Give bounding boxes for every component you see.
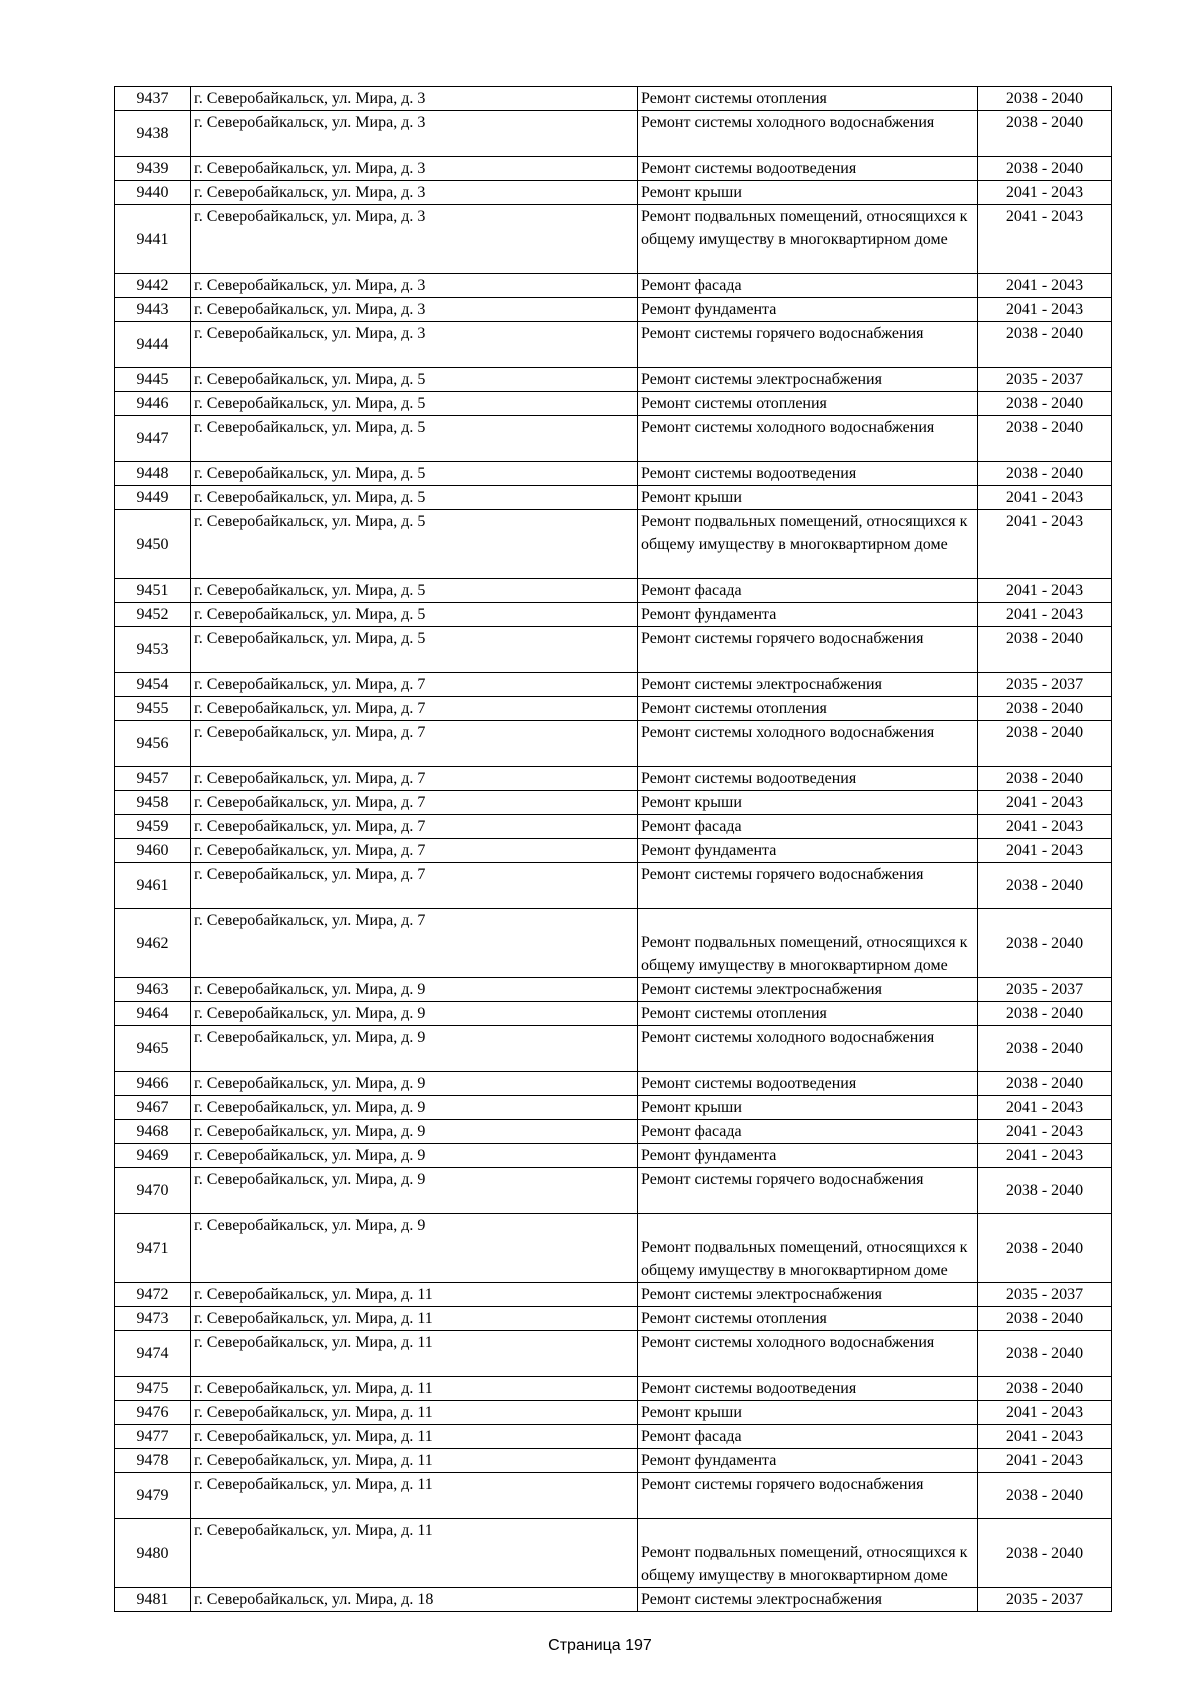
table-row [115, 1168, 1112, 1214]
address-cell: г. Северобайкальск, ул. Мира, д. 3 [191, 181, 638, 205]
address-cell: г. Северобайкальск, ул. Мира, д. 11 [191, 1283, 638, 1307]
table-row [115, 1519, 1112, 1588]
table-row [115, 1026, 1112, 1072]
period-cell: 2041 - 2043 [978, 1401, 1112, 1425]
row-number: 9441 [115, 205, 191, 274]
row-number: 9478 [115, 1449, 191, 1473]
period-cell: 2038 - 2040 [978, 416, 1112, 462]
period-cell: 2041 - 2043 [978, 1449, 1112, 1473]
work-type-cell: Ремонт фасада [638, 1120, 978, 1144]
work-type-cell: Ремонт системы электроснабжения [638, 978, 978, 1002]
table-row [115, 839, 1112, 863]
address-cell: г. Северобайкальск, ул. Мира, д. 5 [191, 392, 638, 416]
address-cell: г. Северобайкальск, ул. Мира, д. 9 [191, 1144, 638, 1168]
work-type-cell: Ремонт системы отопления [638, 392, 978, 416]
address-cell: г. Северобайкальск, ул. Мира, д. 11 [191, 1473, 638, 1519]
row-number: 9468 [115, 1120, 191, 1144]
period-cell: 2041 - 2043 [978, 1425, 1112, 1449]
table-row [115, 322, 1112, 368]
address-cell: г. Северобайкальск, ул. Мира, д. 5 [191, 510, 638, 579]
address-cell: г. Северобайкальск, ул. Мира, д. 7 [191, 673, 638, 697]
table-row [115, 462, 1112, 486]
table-row [115, 1331, 1112, 1377]
address-cell: г. Северобайкальск, ул. Мира, д. 7 [191, 791, 638, 815]
period-cell: 2038 - 2040 [978, 697, 1112, 721]
row-number: 9438 [115, 111, 191, 157]
period-cell: 2038 - 2040 [978, 392, 1112, 416]
address-cell: г. Северобайкальск, ул. Мира, д. 5 [191, 368, 638, 392]
row-number: 9471 [115, 1214, 191, 1283]
period-cell: 2041 - 2043 [978, 791, 1112, 815]
row-number: 9455 [115, 697, 191, 721]
row-number: 9481 [115, 1588, 191, 1612]
period-cell: 2038 - 2040 [978, 1072, 1112, 1096]
work-type-cell: Ремонт системы электроснабжения [638, 673, 978, 697]
address-cell: г. Северобайкальск, ул. Мира, д. 9 [191, 1096, 638, 1120]
work-type-cell: Ремонт фундамента [638, 298, 978, 322]
table-row [115, 1449, 1112, 1473]
table-row [115, 298, 1112, 322]
period-cell: 2038 - 2040 [978, 1307, 1112, 1331]
table-row [115, 392, 1112, 416]
address-cell: г. Северобайкальск, ул. Мира, д. 7 [191, 909, 638, 978]
work-type-cell: Ремонт фасада [638, 815, 978, 839]
work-type-cell: Ремонт системы водоотведения [638, 157, 978, 181]
period-cell: 2038 - 2040 [978, 322, 1112, 368]
row-number: 9437 [115, 87, 191, 111]
work-type-cell: Ремонт подвальных помещений, относящихся к общему имуществу в многоквартирном доме [638, 510, 978, 579]
row-number: 9450 [115, 510, 191, 579]
row-number: 9469 [115, 1144, 191, 1168]
table-row [115, 1425, 1112, 1449]
table-row [115, 157, 1112, 181]
period-cell: 2038 - 2040 [978, 1519, 1112, 1588]
work-type-cell: Ремонт системы отопления [638, 1307, 978, 1331]
table-row [115, 673, 1112, 697]
address-cell: г. Северобайкальск, ул. Мира, д. 5 [191, 416, 638, 462]
table-row [115, 111, 1112, 157]
table-row [115, 416, 1112, 462]
table-row [115, 1377, 1112, 1401]
table-row [115, 1144, 1112, 1168]
period-cell: 2038 - 2040 [978, 767, 1112, 791]
table-row [115, 909, 1112, 978]
address-cell: г. Северобайкальск, ул. Мира, д. 9 [191, 1120, 638, 1144]
row-number: 9473 [115, 1307, 191, 1331]
work-type-cell: Ремонт системы горячего водоснабжения [638, 627, 978, 673]
table-row [115, 721, 1112, 767]
period-cell: 2041 - 2043 [978, 1120, 1112, 1144]
period-cell: 2041 - 2043 [978, 181, 1112, 205]
work-type-cell: Ремонт фундамента [638, 1144, 978, 1168]
period-cell: 2038 - 2040 [978, 157, 1112, 181]
work-type-cell: Ремонт подвальных помещений, относящихся к общему имуществу в многоквартирном доме [638, 1214, 978, 1283]
table-row [115, 1283, 1112, 1307]
table-row [115, 815, 1112, 839]
table-row [115, 603, 1112, 627]
row-number: 9457 [115, 767, 191, 791]
period-cell: 2038 - 2040 [978, 87, 1112, 111]
table-row [115, 181, 1112, 205]
address-cell: г. Северобайкальск, ул. Мира, д. 3 [191, 205, 638, 274]
work-type-cell: Ремонт фундамента [638, 839, 978, 863]
work-type-cell: Ремонт системы электроснабжения [638, 1283, 978, 1307]
address-cell: г. Северобайкальск, ул. Мира, д. 11 [191, 1331, 638, 1377]
address-cell: г. Северобайкальск, ул. Мира, д. 3 [191, 298, 638, 322]
table-row [115, 697, 1112, 721]
row-number: 9443 [115, 298, 191, 322]
work-type-cell: Ремонт фасада [638, 274, 978, 298]
period-cell: 2035 - 2037 [978, 1588, 1112, 1612]
table-row [115, 87, 1112, 111]
row-number: 9459 [115, 815, 191, 839]
repair-schedule-table [114, 86, 1112, 1612]
work-type-cell: Ремонт системы электроснабжения [638, 1588, 978, 1612]
table-row [115, 205, 1112, 274]
period-cell: 2038 - 2040 [978, 1214, 1112, 1283]
address-cell: г. Северобайкальск, ул. Мира, д. 3 [191, 157, 638, 181]
work-type-cell: Ремонт системы горячего водоснабжения [638, 1168, 978, 1214]
address-cell: г. Северобайкальск, ул. Мира, д. 7 [191, 697, 638, 721]
work-type-cell: Ремонт крыши [638, 486, 978, 510]
row-number: 9453 [115, 627, 191, 673]
table-row [115, 1096, 1112, 1120]
page-number: Страница 197 [548, 1637, 652, 1654]
row-number: 9462 [115, 909, 191, 978]
address-cell: г. Северобайкальск, ул. Мира, д. 7 [191, 839, 638, 863]
row-number: 9447 [115, 416, 191, 462]
period-cell: 2035 - 2037 [978, 1283, 1112, 1307]
row-number: 9464 [115, 1002, 191, 1026]
address-cell: г. Северобайкальск, ул. Мира, д. 11 [191, 1425, 638, 1449]
work-type-cell: Ремонт подвальных помещений, относящихся к общему имуществу в многоквартирном доме [638, 1519, 978, 1588]
table-row [115, 1072, 1112, 1096]
work-type-cell: Ремонт системы водоотведения [638, 1377, 978, 1401]
row-number: 9470 [115, 1168, 191, 1214]
row-number: 9452 [115, 603, 191, 627]
period-cell: 2041 - 2043 [978, 205, 1112, 274]
table-row [115, 274, 1112, 298]
period-cell: 2041 - 2043 [978, 274, 1112, 298]
period-cell: 2041 - 2043 [978, 603, 1112, 627]
address-cell: г. Северобайкальск, ул. Мира, д. 11 [191, 1401, 638, 1425]
row-number: 9445 [115, 368, 191, 392]
address-cell: г. Северобайкальск, ул. Мира, д. 9 [191, 1026, 638, 1072]
work-type-cell: Ремонт системы горячего водоснабжения [638, 863, 978, 909]
period-cell: 2041 - 2043 [978, 815, 1112, 839]
address-cell: г. Северобайкальск, ул. Мира, д. 11 [191, 1307, 638, 1331]
row-number: 9479 [115, 1473, 191, 1519]
period-cell: 2038 - 2040 [978, 462, 1112, 486]
row-number: 9472 [115, 1283, 191, 1307]
period-cell: 2038 - 2040 [978, 909, 1112, 978]
period-cell: 2038 - 2040 [978, 1473, 1112, 1519]
row-number: 9480 [115, 1519, 191, 1588]
row-number: 9466 [115, 1072, 191, 1096]
work-type-cell: Ремонт системы электроснабжения [638, 368, 978, 392]
row-number: 9449 [115, 486, 191, 510]
work-type-cell: Ремонт системы холодного водоснабжения [638, 416, 978, 462]
table-row [115, 1307, 1112, 1331]
work-type-cell: Ремонт системы водоотведения [638, 462, 978, 486]
row-number: 9475 [115, 1377, 191, 1401]
work-type-cell: Ремонт фасада [638, 1425, 978, 1449]
address-cell: г. Северобайкальск, ул. Мира, д. 11 [191, 1449, 638, 1473]
period-cell: 2038 - 2040 [978, 1026, 1112, 1072]
row-number: 9442 [115, 274, 191, 298]
period-cell: 2038 - 2040 [978, 863, 1112, 909]
row-number: 9439 [115, 157, 191, 181]
period-cell: 2041 - 2043 [978, 486, 1112, 510]
address-cell: г. Северобайкальск, ул. Мира, д. 7 [191, 767, 638, 791]
row-number: 9461 [115, 863, 191, 909]
period-cell: 2035 - 2037 [978, 368, 1112, 392]
address-cell: г. Северобайкальск, ул. Мира, д. 11 [191, 1519, 638, 1588]
work-type-cell: Ремонт крыши [638, 791, 978, 815]
work-type-cell: Ремонт системы отопления [638, 1002, 978, 1026]
address-cell: г. Северобайкальск, ул. Мира, д. 5 [191, 627, 638, 673]
period-cell: 2038 - 2040 [978, 1331, 1112, 1377]
row-number: 9456 [115, 721, 191, 767]
row-number: 9458 [115, 791, 191, 815]
period-cell: 2041 - 2043 [978, 510, 1112, 579]
period-cell: 2038 - 2040 [978, 1377, 1112, 1401]
work-type-cell: Ремонт системы водоотведения [638, 1072, 978, 1096]
table-row [115, 863, 1112, 909]
table-row [115, 791, 1112, 815]
work-type-cell: Ремонт фасада [638, 579, 978, 603]
row-number: 9454 [115, 673, 191, 697]
period-cell: 2041 - 2043 [978, 298, 1112, 322]
table-row [115, 767, 1112, 791]
work-type-cell: Ремонт системы горячего водоснабжения [638, 322, 978, 368]
address-cell: г. Северобайкальск, ул. Мира, д. 11 [191, 1377, 638, 1401]
period-cell: 2038 - 2040 [978, 721, 1112, 767]
period-cell: 2041 - 2043 [978, 1096, 1112, 1120]
row-number: 9465 [115, 1026, 191, 1072]
period-cell: 2038 - 2040 [978, 1168, 1112, 1214]
row-number: 9446 [115, 392, 191, 416]
address-cell: г. Северобайкальск, ул. Мира, д. 9 [191, 1168, 638, 1214]
address-cell: г. Северобайкальск, ул. Мира, д. 3 [191, 87, 638, 111]
address-cell: г. Северобайкальск, ул. Мира, д. 5 [191, 486, 638, 510]
period-cell: 2038 - 2040 [978, 1002, 1112, 1026]
row-number: 9440 [115, 181, 191, 205]
table-row [115, 1588, 1112, 1612]
address-cell: г. Северобайкальск, ул. Мира, д. 3 [191, 322, 638, 368]
period-cell: 2041 - 2043 [978, 579, 1112, 603]
table-row [115, 579, 1112, 603]
address-cell: г. Северобайкальск, ул. Мира, д. 9 [191, 1002, 638, 1026]
period-cell: 2041 - 2043 [978, 839, 1112, 863]
address-cell: г. Северобайкальск, ул. Мира, д. 5 [191, 579, 638, 603]
row-number: 9474 [115, 1331, 191, 1377]
address-cell: г. Северобайкальск, ул. Мира, д. 7 [191, 815, 638, 839]
address-cell: г. Северобайкальск, ул. Мира, д. 7 [191, 863, 638, 909]
row-number: 9448 [115, 462, 191, 486]
address-cell: г. Северобайкальск, ул. Мира, д. 3 [191, 274, 638, 298]
row-number: 9476 [115, 1401, 191, 1425]
table-row [115, 486, 1112, 510]
period-cell: 2038 - 2040 [978, 111, 1112, 157]
table-row [115, 978, 1112, 1002]
table-body [115, 87, 1112, 1612]
table-row [115, 510, 1112, 579]
address-cell: г. Северобайкальск, ул. Мира, д. 5 [191, 603, 638, 627]
row-number: 9477 [115, 1425, 191, 1449]
work-type-cell: Ремонт системы отопления [638, 697, 978, 721]
table-row [115, 1214, 1112, 1283]
period-cell: 2035 - 2037 [978, 978, 1112, 1002]
table-row [115, 1002, 1112, 1026]
period-cell: 2038 - 2040 [978, 627, 1112, 673]
row-number: 9467 [115, 1096, 191, 1120]
work-type-cell: Ремонт крыши [638, 1401, 978, 1425]
work-type-cell: Ремонт системы горячего водоснабжения [638, 1473, 978, 1519]
address-cell: г. Северобайкальск, ул. Мира, д. 3 [191, 111, 638, 157]
row-number: 9460 [115, 839, 191, 863]
table-row [115, 1120, 1112, 1144]
address-cell: г. Северобайкальск, ул. Мира, д. 5 [191, 462, 638, 486]
period-cell: 2035 - 2037 [978, 673, 1112, 697]
address-cell: г. Северобайкальск, ул. Мира, д. 9 [191, 1214, 638, 1283]
work-type-cell: Ремонт системы отопления [638, 87, 978, 111]
address-cell: г. Северобайкальск, ул. Мира, д. 9 [191, 978, 638, 1002]
work-type-cell: Ремонт системы холодного водоснабжения [638, 1331, 978, 1377]
table-row [115, 1473, 1112, 1519]
work-type-cell: Ремонт системы водоотведения [638, 767, 978, 791]
work-type-cell: Ремонт фундамента [638, 1449, 978, 1473]
work-type-cell: Ремонт крыши [638, 181, 978, 205]
row-number: 9463 [115, 978, 191, 1002]
address-cell: г. Северобайкальск, ул. Мира, д. 7 [191, 721, 638, 767]
work-type-cell: Ремонт фундамента [638, 603, 978, 627]
work-type-cell: Ремонт подвальных помещений, относящихся к общему имуществу в многоквартирном доме [638, 909, 978, 978]
row-number: 9444 [115, 322, 191, 368]
table-row [115, 368, 1112, 392]
work-type-cell: Ремонт системы холодного водоснабжения [638, 1026, 978, 1072]
table-row [115, 627, 1112, 673]
work-type-cell: Ремонт крыши [638, 1096, 978, 1120]
address-cell: г. Северобайкальск, ул. Мира, д. 9 [191, 1072, 638, 1096]
work-type-cell: Ремонт системы холодного водоснабжения [638, 721, 978, 767]
address-cell: г. Северобайкальск, ул. Мира, д. 18 [191, 1588, 638, 1612]
work-type-cell: Ремонт системы холодного водоснабжения [638, 111, 978, 157]
period-cell: 2041 - 2043 [978, 1144, 1112, 1168]
work-type-cell: Ремонт подвальных помещений, относящихся к общему имуществу в многоквартирном доме [638, 205, 978, 274]
table-row [115, 1401, 1112, 1425]
row-number: 9451 [115, 579, 191, 603]
